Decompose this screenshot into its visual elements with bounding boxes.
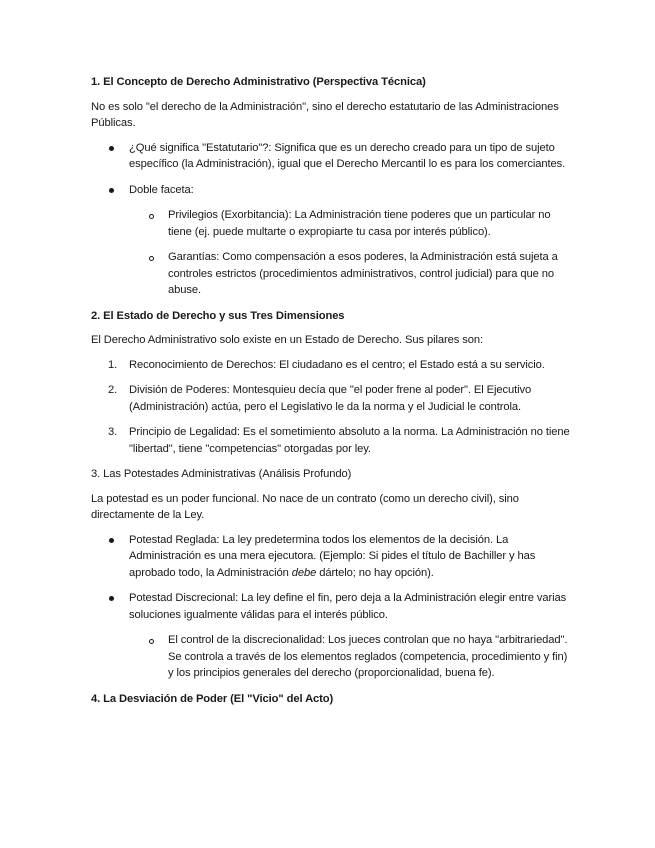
sublist-item-text: Garantías: Como compensación a esos poderes, la Administración está sujeta a controles estrictos (procedimientos administrativos, control judicial) para que no abuse. bbox=[168, 251, 558, 296]
item-number: 1. bbox=[108, 358, 118, 371]
list-item bbox=[91, 590, 571, 623]
list-item-text bbox=[129, 534, 535, 579]
sublist-item-text: Privilegios (Exorbitancia): La Administración tiene poderes que un particular no tiene (ej. puede multarte o expropiarte tu casa por interés público). bbox=[168, 209, 551, 238]
numbered-item-text: Principio de Legalidad: Es el sometimiento absoluto a la norma. La Administración no tiene "libertad", tiene "competencias" otorgadas por ley. bbox=[129, 426, 570, 455]
list-item-text: ¿Qué significa "Estatutario"?: Significa que es un derecho creado para un tipo de sujeto específico (la Administración), igual que el Derecho Mercantil lo es para los comerciantes. bbox=[129, 141, 566, 170]
list-item-text: Potestad Discrecional: La ley define el fin, pero deja a la Administración elegir entre varias soluciones igualmente válidas para el interés público. bbox=[129, 592, 567, 621]
section-1-heading: 1. El Concepto de Derecho Administrativo (Perspectiva Técnica) bbox=[91, 76, 426, 88]
sublist-item bbox=[91, 207, 571, 240]
list-item bbox=[91, 182, 571, 199]
numbered-item-text: Reconocimiento de Derechos: El ciudadano es el centro; el Estado está a su servicio. bbox=[129, 358, 545, 371]
section-3-intro: La potestad es un poder funcional. No nace de un contrato (como un derecho civil), sino directamente de la Ley. bbox=[91, 492, 519, 521]
section-3-heading: 3. Las Potestades Administrativas (Análisis Profundo) bbox=[91, 468, 352, 480]
section-1-list bbox=[91, 140, 571, 199]
sublist-item bbox=[91, 632, 571, 682]
numbered-item-text: División de Poderes: Montesquieu decía que "el poder frene al poder". El Ejecutivo (Administración) actúa, pero el Legislativo le da la norma y el Judicial le controla. bbox=[129, 384, 532, 413]
section-2-numbered-list bbox=[91, 357, 571, 458]
section-2-intro: El Derecho Administrativo solo existe en un Estado de Derecho. Sus pilares son: bbox=[91, 334, 483, 346]
list-item-text: Doble faceta: bbox=[129, 183, 194, 196]
list-item bbox=[91, 532, 571, 582]
sublist-item-text: El control de la discrecionalidad: Los jueces controlan que no haya "arbitrariedad". Se controla a través de los elementos reglados (competencia, procedimiento y fin) y los principios generales del derecho (proporcionalidad, buena fe). bbox=[168, 634, 568, 679]
numbered-item bbox=[91, 357, 571, 374]
item-number: 3. bbox=[108, 426, 118, 438]
section-1-intro: No es solo "el derecho de la Administración", sino el derecho estatutario de las Administraciones Públicas. bbox=[91, 100, 559, 129]
section-3-list bbox=[91, 532, 571, 624]
document-body bbox=[91, 74, 571, 715]
item-number: 2. bbox=[108, 384, 118, 396]
list-item-text-part: dártelo; no hay opción). bbox=[316, 566, 434, 579]
list-item bbox=[91, 140, 571, 173]
numbered-item bbox=[91, 424, 571, 457]
sublist-item bbox=[91, 249, 571, 299]
numbered-item bbox=[91, 382, 571, 415]
section-2-heading: 2. El Estado de Derecho y sus Tres Dimensiones bbox=[91, 309, 345, 322]
emphasis-text: debe bbox=[291, 566, 317, 579]
list-item-text-part: Potestad Reglada: La ley predetermina todos los elementos de la decisión. La Administración es una mera ejecutora. (Ejemplo: Si pides el título de Bachiller y has aprobado todo, la Administración bbox=[129, 533, 536, 579]
section-1-sublist bbox=[91, 207, 571, 299]
section-3-sublist bbox=[91, 632, 571, 682]
section-4-heading: 4. La Desviación de Poder (El "Vicio" del Acto) bbox=[91, 692, 334, 705]
